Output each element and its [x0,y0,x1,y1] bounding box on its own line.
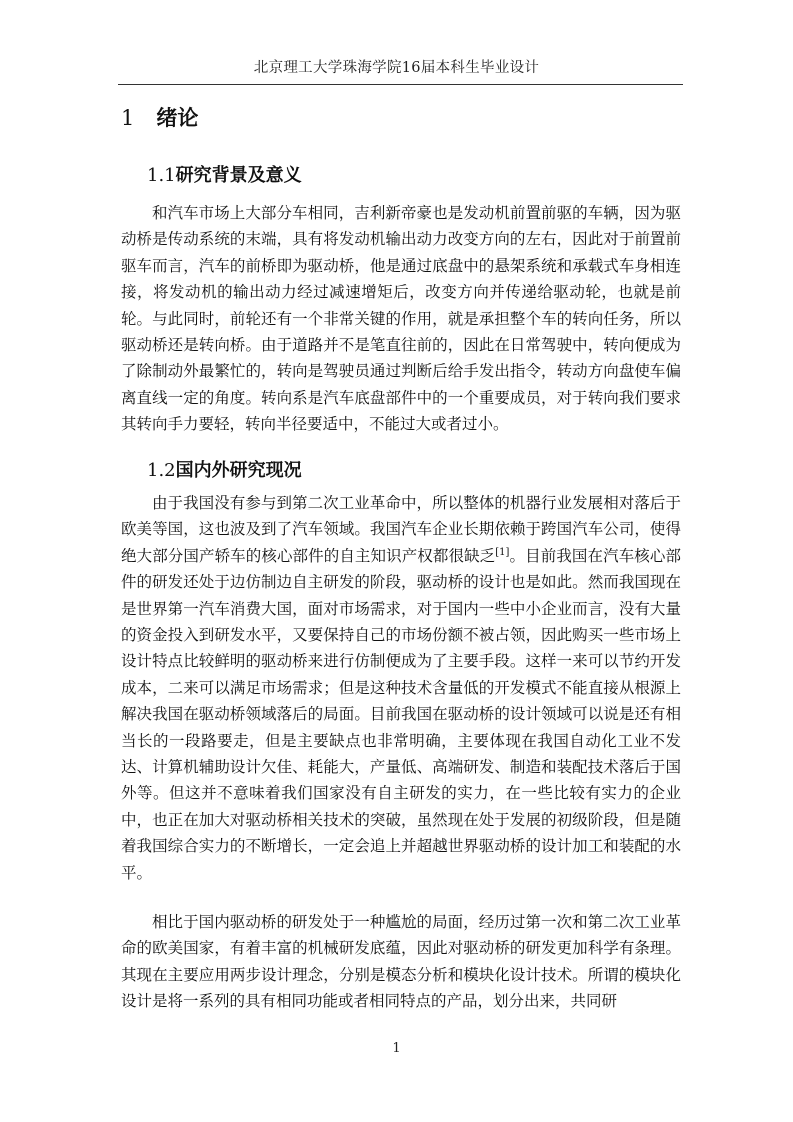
section-number: 1.2 [147,460,176,481]
chapter-number: 1 [121,106,135,130]
paragraph-domestic-status [121,490,681,886]
header-rule [118,84,683,85]
paragraph-text: 由于我国没有参与到第二次工业革命中，所以整体的机器行业发展相对落后于欧美等国，这也波及到了汽车领域。我国汽车企业长期依赖于跨国汽车公司，使得绝大部分国产轿车的核心部件的自主知识产权都很缺乏 [121,494,681,565]
paragraph-text: 。目前我国在汽车核心部件的研发还处于边仿制边自主研发的阶段，驱动桥的设计也是如此。然而我国现在是世界第一汽车消费大国，面对市场需求，对于国内一些中小企业而言，没有大量的资金投入到研发水平，又要保持自己的市场份额不被占领，因此购买一些市场上设计特点比较鲜明的驱动桥来进行仿制便成为了主要手段。这样一来可以节约开发成本，二来可以满足市场需求；但是这种技术含量低的开发模式不能直接从根源上解决我国在驱动桥领域落后的局面。目前我国在驱动桥的设计领域可以说是还有相当长的一段路要走，但是主要缺点也非常明确，主要体现在我国自动化工业不发达、计算机辅助设计欠佳、耗能大，产量低、高端研发、制造和装配技术落后于国外等。但这并不意味着我们国家没有自主研发的实力，在一些比较有实力的企业中，也正在加大对驱动桥相关技术的突破，虽然现在处于发展的初级阶段，但是随着我国综合实力的不断增长，一定会追上并超越世界驱动桥的设计加工和装配的水平。 [121,546,681,882]
paragraph-background: 和汽车市场上大部分车相同，吉利新帝豪也是发动机前置前驱的车辆，因为驱动桥是传动系统的末端，具有将发动机输出动力改变方向的左右，因此对于前置前驱车而言，汽车的前桥即为驱动桥，他是通过底盘中的悬架系统和承载式车身相连接，将发动机的输出动力经过减速增矩后，改变方向并传递给驱动轮，也就是前轮。与此同时，前轮还有一个非常关键的作用，就是承担整个车的转向任务，所以驱动桥还是转向桥。由于道路并不是笔直往前的，因此在日常驾驶中，转向便成为了除制动外最繁忙的，转向是驾驶员通过判断后给手发出指令，转动方向盘使车偏离直线一定的角度。转向系是汽车底盘部件中的一个重要成员，对于转向我们要求其转向手力要轻，转向半径要适中，不能过大或者过小。 [121,204,681,434]
citation-ref: [1] [495,546,510,558]
page-number: 1 [392,1041,401,1056]
section-heading-1-1 [147,164,302,188]
section-number: 1.1 [147,165,176,186]
chapter-heading [121,105,198,131]
running-header: 北京理工大学珠海学院16届本科生毕业设计 [253,60,540,76]
section-title: 研究背景及意义 [175,165,302,186]
section-title: 国内外研究现况 [175,460,302,481]
paragraph-foreign-status: 相比于国内驱动桥的研发处于一种尴尬的局面，经历过第一次和第二次工业革命的欧美国家，有着丰富的机械研发底蕴，因此对驱动桥的研发更加科学有条理。其现在主要应用两步设计理念，分别是模态分析和模块化设计技术。所谓的模块化设计是将一系列的具有相同功能或者相同特点的产品，划分出来，共同研 [121,913,681,1011]
section-heading-1-2 [147,459,302,483]
chapter-title: 绪论 [156,105,199,130]
